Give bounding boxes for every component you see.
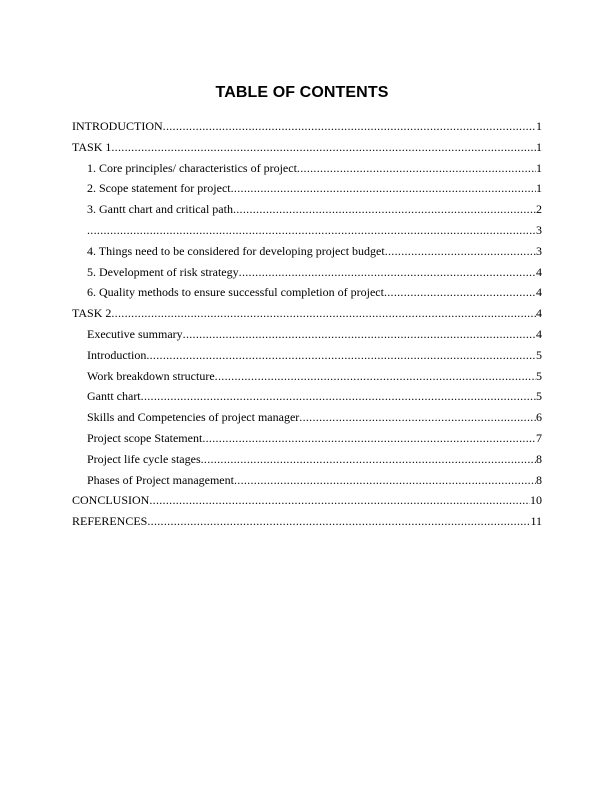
toc-entry[interactable] <box>72 428 542 449</box>
toc-entry-label: TASK 1 <box>72 139 112 154</box>
dot-leader <box>234 470 536 491</box>
toc-entry-label: REFERENCES <box>72 514 148 529</box>
toc-entry-page-number: 5 <box>536 347 542 362</box>
toc-entry-label: 6. Quality methods to ensure successful completion of project <box>87 285 384 300</box>
toc-entry-page-number: 1 <box>536 119 542 133</box>
toc-entry[interactable] <box>72 386 542 407</box>
toc-entry[interactable] <box>72 137 542 158</box>
toc-entry[interactable] <box>72 220 542 241</box>
toc-entry[interactable] <box>72 511 542 532</box>
toc-entry-page-number: 5 <box>536 368 542 383</box>
toc-entry-page-number: 1 <box>536 181 542 196</box>
toc-entry-label: 5. Development of risk strategy <box>87 264 239 279</box>
toc-entry[interactable] <box>72 158 542 179</box>
toc-entry-page-number: 4 <box>536 326 542 341</box>
toc-entry[interactable] <box>72 470 542 491</box>
toc-entry-label: Project life cycle stages <box>87 451 201 466</box>
dot-leader <box>202 428 536 449</box>
dot-leader <box>297 158 536 179</box>
toc-entry-label: CONCLUSION <box>72 493 150 508</box>
toc-entry[interactable] <box>72 324 542 345</box>
toc-entry-page-number: 7 <box>536 430 542 445</box>
toc-entry-label: Executive summary <box>87 326 183 341</box>
toc-entry[interactable] <box>72 262 542 283</box>
dot-leader <box>163 116 536 137</box>
toc-entry-label: 1. Core principles/ characteristics of project <box>87 160 297 175</box>
toc-entry-label: 4. Things need to be considered for developing project budget <box>87 243 385 258</box>
dot-leader <box>183 324 536 345</box>
toc-entry-page-number: 11 <box>530 514 542 529</box>
toc-entry-label: INTRODUCTION <box>72 119 163 133</box>
toc-entry-label: Introduction <box>87 347 147 362</box>
toc-entry[interactable] <box>72 366 542 387</box>
toc-entry-label: Phases of Project management <box>87 472 234 487</box>
toc-entry-page-number: 3 <box>536 243 542 258</box>
dot-leader <box>231 178 536 199</box>
dot-leader <box>215 366 536 387</box>
dot-leader <box>299 407 536 428</box>
toc-entry-label: TASK 2 <box>72 306 112 321</box>
page-title: TABLE OF CONTENTS <box>215 84 389 101</box>
toc-entry[interactable] <box>72 116 542 137</box>
toc-entry-label: Skills and Competencies of project manager <box>87 410 300 425</box>
toc-entry[interactable] <box>72 282 542 303</box>
dot-leader <box>111 303 536 324</box>
dot-leader <box>147 511 530 532</box>
toc-entry-page-number: 10 <box>530 493 542 508</box>
dot-leader <box>141 386 536 407</box>
toc-entry[interactable] <box>72 490 542 511</box>
dot-leader <box>111 137 536 158</box>
toc-entry-label: Work breakdown structure <box>87 368 215 383</box>
toc-entry[interactable] <box>72 178 542 199</box>
dot-leader <box>149 490 530 511</box>
toc-entry-page-number: 8 <box>536 472 542 487</box>
toc-entry-page-number: 4 <box>536 264 542 279</box>
toc-entry[interactable] <box>72 407 542 428</box>
toc-entry-label: Gantt chart <box>87 389 141 404</box>
dot-leader <box>384 282 536 303</box>
toc-entry[interactable] <box>72 449 542 470</box>
dot-leader <box>87 220 536 241</box>
toc-entry-label: 3. Gantt chart and critical path <box>87 202 233 217</box>
dot-leader <box>201 449 536 470</box>
toc-entry-label: 2. Scope statement for project <box>87 181 231 196</box>
toc-entry-page-number: 6 <box>536 410 542 425</box>
toc-entry-page-number: 4 <box>536 285 542 300</box>
toc-entry-page-number: 2 <box>536 202 542 217</box>
table-of-contents <box>72 116 542 532</box>
toc-entry-page-number: 4 <box>536 306 542 321</box>
dot-leader <box>385 241 536 262</box>
toc-entry-page-number: 1 <box>536 160 542 175</box>
dot-leader <box>233 199 536 220</box>
toc-entry[interactable] <box>72 199 542 220</box>
toc-entry-page-number: 8 <box>536 451 542 466</box>
toc-entry[interactable] <box>72 345 542 366</box>
dot-leader <box>239 262 536 283</box>
toc-entry[interactable] <box>72 241 542 262</box>
toc-entry-page-number: 1 <box>536 139 542 154</box>
toc-entry-label: Project scope Statement <box>87 430 203 445</box>
toc-entry[interactable] <box>72 303 542 324</box>
dot-leader <box>146 345 536 366</box>
toc-entry-page-number: 3 <box>536 222 542 237</box>
toc-entry-page-number: 5 <box>536 389 542 404</box>
